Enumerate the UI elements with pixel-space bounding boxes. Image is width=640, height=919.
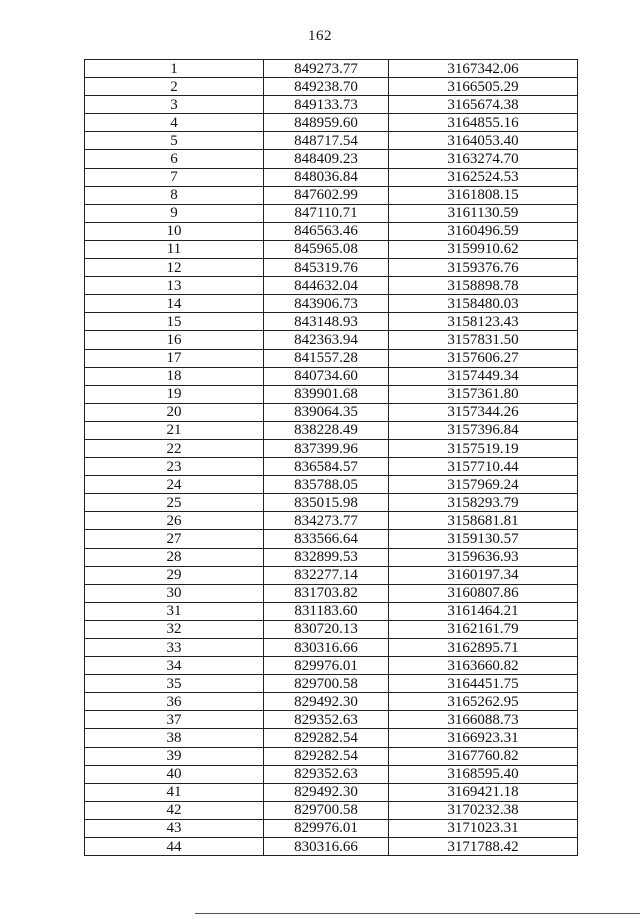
y-coordinate-cell: 3162161.79	[389, 620, 578, 638]
point-number-cell: 44	[85, 838, 264, 856]
y-coordinate-cell: 3160496.59	[389, 222, 578, 240]
point-number-cell: 40	[85, 765, 264, 783]
x-coordinate-cell: 849273.77	[264, 60, 389, 78]
table-row	[85, 439, 578, 457]
table-row	[85, 584, 578, 602]
x-coordinate-cell: 835788.05	[264, 476, 389, 494]
x-coordinate-cell: 842363.94	[264, 331, 389, 349]
y-coordinate-cell: 3158480.03	[389, 295, 578, 313]
x-coordinate-cell: 829700.58	[264, 675, 389, 693]
y-coordinate-cell: 3157519.19	[389, 439, 578, 457]
x-coordinate-cell: 845965.08	[264, 240, 389, 258]
y-coordinate-cell: 3166923.31	[389, 729, 578, 747]
x-coordinate-cell: 832277.14	[264, 566, 389, 584]
table-row	[85, 313, 578, 331]
x-coordinate-cell: 830316.66	[264, 639, 389, 657]
table-row	[85, 729, 578, 747]
table-row	[85, 801, 578, 819]
point-number-cell: 4	[85, 114, 264, 132]
point-number-cell: 21	[85, 421, 264, 439]
y-coordinate-cell: 3161464.21	[389, 602, 578, 620]
y-coordinate-cell: 3157361.80	[389, 385, 578, 403]
x-coordinate-cell: 829976.01	[264, 819, 389, 837]
x-coordinate-cell: 829352.63	[264, 711, 389, 729]
x-coordinate-cell: 844632.04	[264, 277, 389, 295]
x-coordinate-cell: 840734.60	[264, 367, 389, 385]
x-coordinate-cell: 839901.68	[264, 385, 389, 403]
table-row	[85, 458, 578, 476]
page-bottom-rule	[195, 913, 640, 914]
x-coordinate-cell: 838228.49	[264, 421, 389, 439]
y-coordinate-cell: 3165674.38	[389, 96, 578, 114]
x-coordinate-cell: 848959.60	[264, 114, 389, 132]
x-coordinate-cell: 848717.54	[264, 132, 389, 150]
point-number-cell: 42	[85, 801, 264, 819]
point-number-cell: 41	[85, 783, 264, 801]
table-row	[85, 132, 578, 150]
y-coordinate-cell: 3165262.95	[389, 693, 578, 711]
table-row	[85, 240, 578, 258]
point-number-cell: 15	[85, 313, 264, 331]
x-coordinate-cell: 845319.76	[264, 259, 389, 277]
table-row	[85, 222, 578, 240]
x-coordinate-cell: 839064.35	[264, 403, 389, 421]
y-coordinate-cell: 3160197.34	[389, 566, 578, 584]
y-coordinate-cell: 3164855.16	[389, 114, 578, 132]
point-number-cell: 30	[85, 584, 264, 602]
y-coordinate-cell: 3159636.93	[389, 548, 578, 566]
y-coordinate-cell: 3157831.50	[389, 331, 578, 349]
table-row	[85, 838, 578, 856]
x-coordinate-cell: 829282.54	[264, 729, 389, 747]
x-coordinate-cell: 829352.63	[264, 765, 389, 783]
y-coordinate-cell: 3164451.75	[389, 675, 578, 693]
x-coordinate-cell: 847602.99	[264, 186, 389, 204]
y-coordinate-cell: 3160807.86	[389, 584, 578, 602]
point-number-cell: 6	[85, 150, 264, 168]
x-coordinate-cell: 829282.54	[264, 747, 389, 765]
y-coordinate-cell: 3159376.76	[389, 259, 578, 277]
point-number-cell: 43	[85, 819, 264, 837]
x-coordinate-cell: 837399.96	[264, 439, 389, 457]
x-coordinate-cell: 836584.57	[264, 458, 389, 476]
point-number-cell: 18	[85, 367, 264, 385]
y-coordinate-cell: 3164053.40	[389, 132, 578, 150]
table-row	[85, 675, 578, 693]
table-row	[85, 403, 578, 421]
point-number-cell: 35	[85, 675, 264, 693]
table-row	[85, 476, 578, 494]
x-coordinate-cell: 848409.23	[264, 150, 389, 168]
table-row	[85, 747, 578, 765]
point-number-cell: 32	[85, 620, 264, 638]
y-coordinate-cell: 3162524.53	[389, 168, 578, 186]
table-row	[85, 548, 578, 566]
table-row	[85, 367, 578, 385]
y-coordinate-cell: 3167342.06	[389, 60, 578, 78]
table-row	[85, 693, 578, 711]
table-row	[85, 620, 578, 638]
table-row	[85, 602, 578, 620]
point-number-cell: 3	[85, 96, 264, 114]
point-number-cell: 5	[85, 132, 264, 150]
point-number-cell: 14	[85, 295, 264, 313]
point-number-cell: 1	[85, 60, 264, 78]
point-number-cell: 8	[85, 186, 264, 204]
point-number-cell: 7	[85, 168, 264, 186]
point-number-cell: 27	[85, 530, 264, 548]
table-row	[85, 639, 578, 657]
point-number-cell: 16	[85, 331, 264, 349]
table-row	[85, 711, 578, 729]
x-coordinate-cell: 830316.66	[264, 838, 389, 856]
x-coordinate-cell: 843148.93	[264, 313, 389, 331]
y-coordinate-cell: 3166505.29	[389, 78, 578, 96]
x-coordinate-cell: 829976.01	[264, 657, 389, 675]
page-number: 162	[308, 28, 332, 44]
table-row	[85, 168, 578, 186]
table-row	[85, 186, 578, 204]
y-coordinate-cell: 3166088.73	[389, 711, 578, 729]
table-row	[85, 114, 578, 132]
y-coordinate-cell: 3161808.15	[389, 186, 578, 204]
y-coordinate-cell: 3161130.59	[389, 204, 578, 222]
x-coordinate-cell: 829700.58	[264, 801, 389, 819]
table-row	[85, 60, 578, 78]
point-number-cell: 9	[85, 204, 264, 222]
y-coordinate-cell: 3159910.62	[389, 240, 578, 258]
y-coordinate-cell: 3157449.34	[389, 367, 578, 385]
point-number-cell: 38	[85, 729, 264, 747]
table-row	[85, 421, 578, 439]
y-coordinate-cell: 3158898.78	[389, 277, 578, 295]
x-coordinate-cell: 848036.84	[264, 168, 389, 186]
y-coordinate-cell: 3168595.40	[389, 765, 578, 783]
x-coordinate-cell: 832899.53	[264, 548, 389, 566]
coordinates-table-body	[85, 60, 578, 856]
y-coordinate-cell: 3171023.31	[389, 819, 578, 837]
coordinates-table	[84, 59, 578, 856]
point-number-cell: 36	[85, 693, 264, 711]
table-row	[85, 566, 578, 584]
point-number-cell: 13	[85, 277, 264, 295]
table-row	[85, 783, 578, 801]
point-number-cell: 25	[85, 494, 264, 512]
point-number-cell: 19	[85, 385, 264, 403]
table-row	[85, 385, 578, 403]
point-number-cell: 12	[85, 259, 264, 277]
x-coordinate-cell: 846563.46	[264, 222, 389, 240]
x-coordinate-cell: 831703.82	[264, 584, 389, 602]
y-coordinate-cell: 3157710.44	[389, 458, 578, 476]
point-number-cell: 29	[85, 566, 264, 584]
table-row	[85, 512, 578, 530]
point-number-cell: 33	[85, 639, 264, 657]
point-number-cell: 2	[85, 78, 264, 96]
y-coordinate-cell: 3169421.18	[389, 783, 578, 801]
table-row	[85, 277, 578, 295]
point-number-cell: 24	[85, 476, 264, 494]
x-coordinate-cell: 835015.98	[264, 494, 389, 512]
y-coordinate-cell: 3158681.81	[389, 512, 578, 530]
point-number-cell: 34	[85, 657, 264, 675]
y-coordinate-cell: 3170232.38	[389, 801, 578, 819]
point-number-cell: 37	[85, 711, 264, 729]
x-coordinate-cell: 831183.60	[264, 602, 389, 620]
table-row	[85, 295, 578, 313]
point-number-cell: 23	[85, 458, 264, 476]
y-coordinate-cell: 3157969.24	[389, 476, 578, 494]
point-number-cell: 26	[85, 512, 264, 530]
table-row	[85, 331, 578, 349]
point-number-cell: 39	[85, 747, 264, 765]
x-coordinate-cell: 829492.30	[264, 783, 389, 801]
y-coordinate-cell: 3159130.57	[389, 530, 578, 548]
table-row	[85, 96, 578, 114]
x-coordinate-cell: 830720.13	[264, 620, 389, 638]
y-coordinate-cell: 3157396.84	[389, 421, 578, 439]
point-number-cell: 20	[85, 403, 264, 421]
point-number-cell: 22	[85, 439, 264, 457]
table-row	[85, 204, 578, 222]
x-coordinate-cell: 843906.73	[264, 295, 389, 313]
x-coordinate-cell: 849238.70	[264, 78, 389, 96]
y-coordinate-cell: 3163660.82	[389, 657, 578, 675]
y-coordinate-cell: 3157344.26	[389, 403, 578, 421]
table-row	[85, 494, 578, 512]
point-number-cell: 31	[85, 602, 264, 620]
x-coordinate-cell: 829492.30	[264, 693, 389, 711]
x-coordinate-cell: 834273.77	[264, 512, 389, 530]
y-coordinate-cell: 3167760.82	[389, 747, 578, 765]
coordinates-table-container	[84, 59, 577, 856]
table-row	[85, 765, 578, 783]
point-number-cell: 10	[85, 222, 264, 240]
y-coordinate-cell: 3162895.71	[389, 639, 578, 657]
table-row	[85, 349, 578, 367]
point-number-cell: 28	[85, 548, 264, 566]
y-coordinate-cell: 3157606.27	[389, 349, 578, 367]
y-coordinate-cell: 3171788.42	[389, 838, 578, 856]
table-row	[85, 657, 578, 675]
table-row	[85, 150, 578, 168]
y-coordinate-cell: 3158123.43	[389, 313, 578, 331]
table-row	[85, 259, 578, 277]
x-coordinate-cell: 841557.28	[264, 349, 389, 367]
x-coordinate-cell: 833566.64	[264, 530, 389, 548]
table-row	[85, 819, 578, 837]
x-coordinate-cell: 847110.71	[264, 204, 389, 222]
point-number-cell: 11	[85, 240, 264, 258]
y-coordinate-cell: 3158293.79	[389, 494, 578, 512]
table-row	[85, 78, 578, 96]
y-coordinate-cell: 3163274.70	[389, 150, 578, 168]
x-coordinate-cell: 849133.73	[264, 96, 389, 114]
point-number-cell: 17	[85, 349, 264, 367]
table-row	[85, 530, 578, 548]
